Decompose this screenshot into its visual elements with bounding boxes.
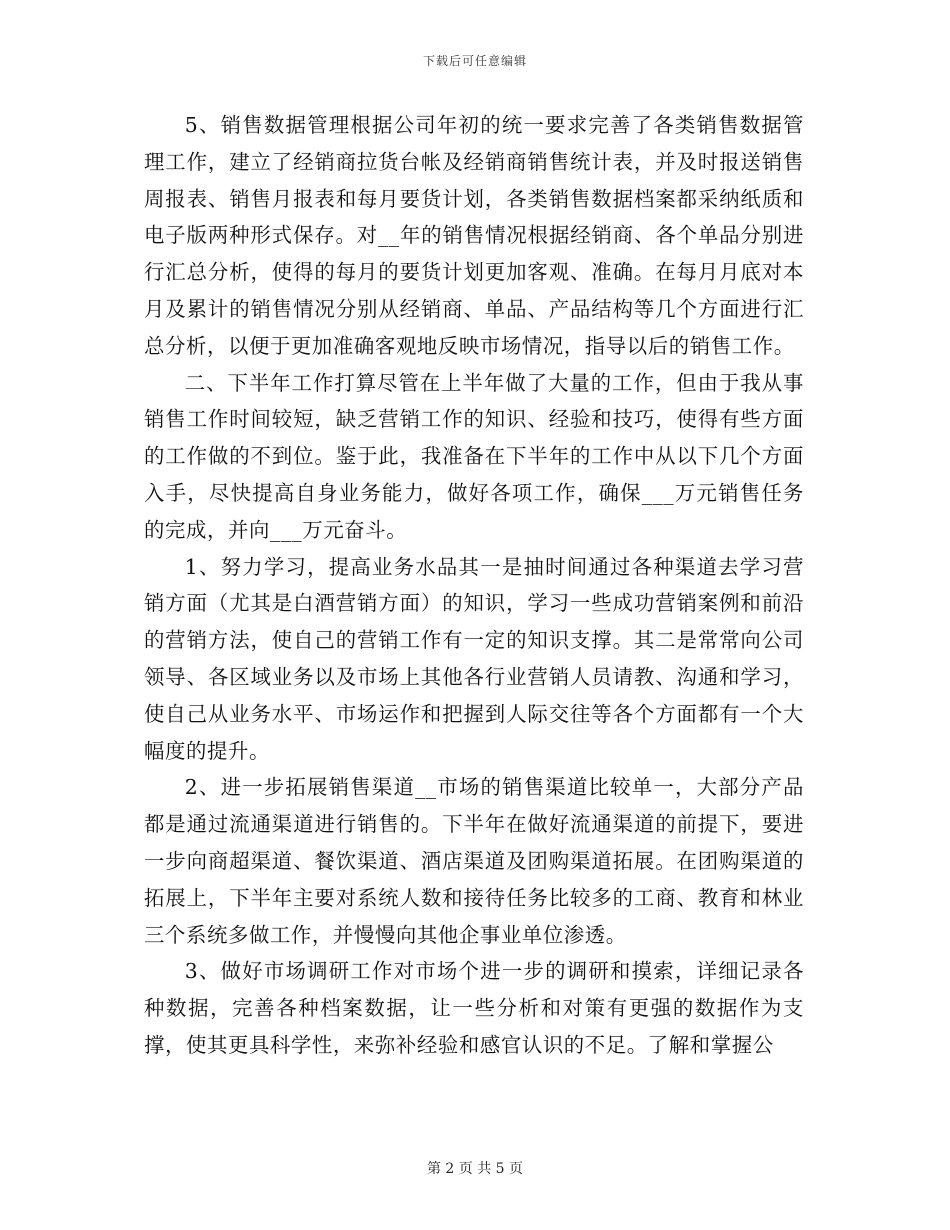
- document-body: [144, 107, 804, 1064]
- paragraph-sales-data: 5、销售数据管理根据公司年初的统一要求完善了各类销售数据管理工作，建立了经销商拉货台帐及经销商销售统计表，并及时报送销售周报表、销售月报表和每月要货计划，各类销售数据档案都采纳纸质和电子版两种形式保存。对__年的销售情况根据经销商、各个单品分别进行汇总分析，使得的每月的要货计划更加客观、准确。在每月月底对本月及累计的销售情况分别从经销商、单品、产品结构等几个方面进行汇总分析，以便于更加准确客观地反映市场情况，指导以后的销售工作。: [144, 113, 804, 358]
- page-number: 第 2 页 共 5 页: [426, 1161, 524, 1177]
- paragraph-second-half-plan: 二、下半年工作打算尽管在上半年做了大量的工作，但由于我从事销售工作时间较短，缺乏营销工作的知识、经验和技巧，使得有些方面的工作做的不到位。鉴于此，我准备在下半年的工作中从以下几个方面入手，尽快提高自身业务能力，做好各项工作，确保___万元销售任务的完成，并向___万元奋斗。: [144, 370, 804, 542]
- page-header: 下载后可任意编辑: [422, 54, 527, 68]
- paragraph-channels: 2、进一步拓展销售渠道__市场的销售渠道比较单一，大部分产品都是通过流通渠道进行销售的。下半年在做好流通渠道的前提下，要进一步向商超渠道、餐饮渠道、酒店渠道及团购渠道拓展。在团购渠道的拓展上，下半年主要对系统人数和接待任务比较多的工商、教育和林业三个系统多做工作，并慢慢向其他企事业单位渗透。: [144, 775, 804, 947]
- paragraph-study: 1、努力学习，提高业务水品其一是抽时间通过各种渠道去学习营销方面（尤其是白酒营销方面）的知识，学习一些成功营销案例和前沿的营销方法，使自己的营销工作有一定的知识支撑。其二是常常向公司领导、各区域业务以及市场上其他各行业营销人员请教、沟通和学习，使自己从业务水平、市场运作和把握到人际交往等各个方面都有一个大幅度的提升。: [144, 554, 804, 763]
- paragraph-market-research: 3、做好市场调研工作对市场个进一步的调研和摸索，详细记录各种数据，完善各种档案数据，让一些分析和对策有更强的数据作为支撑，使其更具科学性，来弥补经验和感官认识的不足。了解和掌握公: [144, 959, 804, 1057]
